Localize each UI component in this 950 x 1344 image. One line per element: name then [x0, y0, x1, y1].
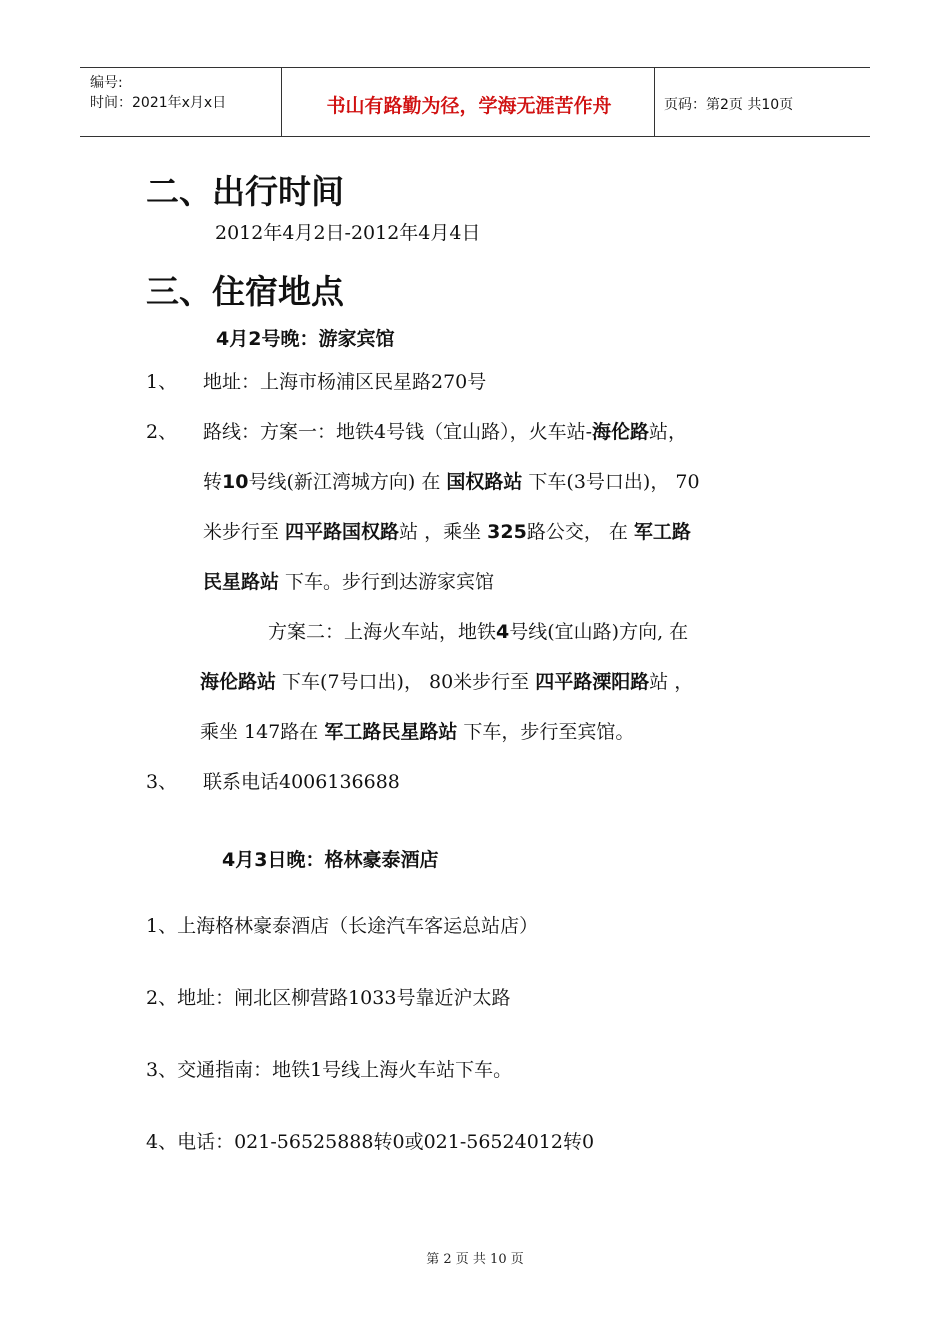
travel-dates: 2012年4月2日-2012年4月4日: [215, 222, 481, 244]
list-number: 2、: [146, 421, 178, 443]
station-name: 国权路站: [446, 471, 523, 493]
station-name: 民星路站: [203, 571, 280, 593]
text: 号线(宜山路)方向, 在: [509, 621, 689, 643]
header-time-label: 时间：2021年x月x日: [90, 95, 227, 111]
text: 米步行至: [203, 521, 286, 543]
list-number: 3、: [146, 771, 178, 793]
station-name: 军工路民星路站: [324, 721, 458, 743]
text: 路线：方案一：地铁4号钱（宜山路），火车站-: [203, 421, 593, 443]
line-number: 10: [222, 471, 249, 493]
line-number: 4: [496, 621, 510, 643]
text: 下车，步行至宾馆。: [457, 721, 635, 743]
page-footer: 第 2 页 共 10 页: [426, 1252, 524, 1267]
section-title-lodging: 三、住宿地点: [146, 272, 344, 311]
list-number: 1、: [146, 371, 178, 393]
route1-line2: [203, 473, 700, 492]
night1-phone: 联系电话4006136688: [203, 771, 400, 793]
text: 下车(3号口出)， 70: [522, 471, 700, 493]
header-number-label: 编号:: [90, 75, 123, 91]
night2-heading: 4月3日晚：格林豪泰酒店: [222, 849, 439, 871]
text: 路公交， 在: [526, 521, 634, 543]
text: 站，: [649, 421, 688, 443]
route2-line2: [200, 673, 693, 692]
text: 下车。步行到达游家宾馆: [279, 571, 495, 593]
text: 转: [203, 471, 223, 493]
bus-number: 325: [487, 521, 527, 543]
page-header: [80, 67, 870, 137]
text: 方案二：上海火车站，地铁: [268, 621, 497, 643]
route2-line1: [268, 623, 688, 642]
station-name: 海伦路: [592, 421, 650, 443]
route1-line3: [203, 523, 691, 542]
night1-address: 地址：上海市杨浦区民星路270号: [203, 371, 487, 393]
station-name: 军工路: [633, 521, 691, 543]
night2-address: 2、地址：闸北区柳营路1033号靠近沪太路: [146, 987, 511, 1009]
station-name: 四平路国权路: [285, 521, 400, 543]
section-title-travel-time: 二、出行时间: [146, 172, 344, 211]
text: 站 ，: [649, 671, 694, 693]
night1-heading: 4月2号晚：游家宾馆: [216, 328, 395, 350]
route1-line4: [203, 573, 494, 592]
header-motto: 书山有路勤为径，学海无涯苦作舟: [326, 95, 612, 117]
text: 号线(新江湾城方向) 在: [248, 471, 447, 493]
text: 乘坐 147路在: [200, 721, 325, 743]
text: 站 ，乘坐: [399, 521, 488, 543]
station-name: 海伦路站: [200, 671, 277, 693]
station-name: 四平路溧阳路: [535, 671, 650, 693]
night2-directions: 3、交通指南：地铁1号线上海火车站下车。: [146, 1059, 513, 1081]
header-page-label: 页码：第2页 共10页: [664, 97, 794, 113]
night2-phone: 4、电话：021-56525888转0或021-56524012转0: [146, 1131, 595, 1153]
route1-line1: [203, 423, 687, 442]
night2-hotel-name: 1、上海格林豪泰酒店（长途汽车客运总站店）: [146, 915, 539, 937]
text: 下车(7号口出)， 80米步行至: [276, 671, 536, 693]
route2-line3: [200, 723, 634, 742]
